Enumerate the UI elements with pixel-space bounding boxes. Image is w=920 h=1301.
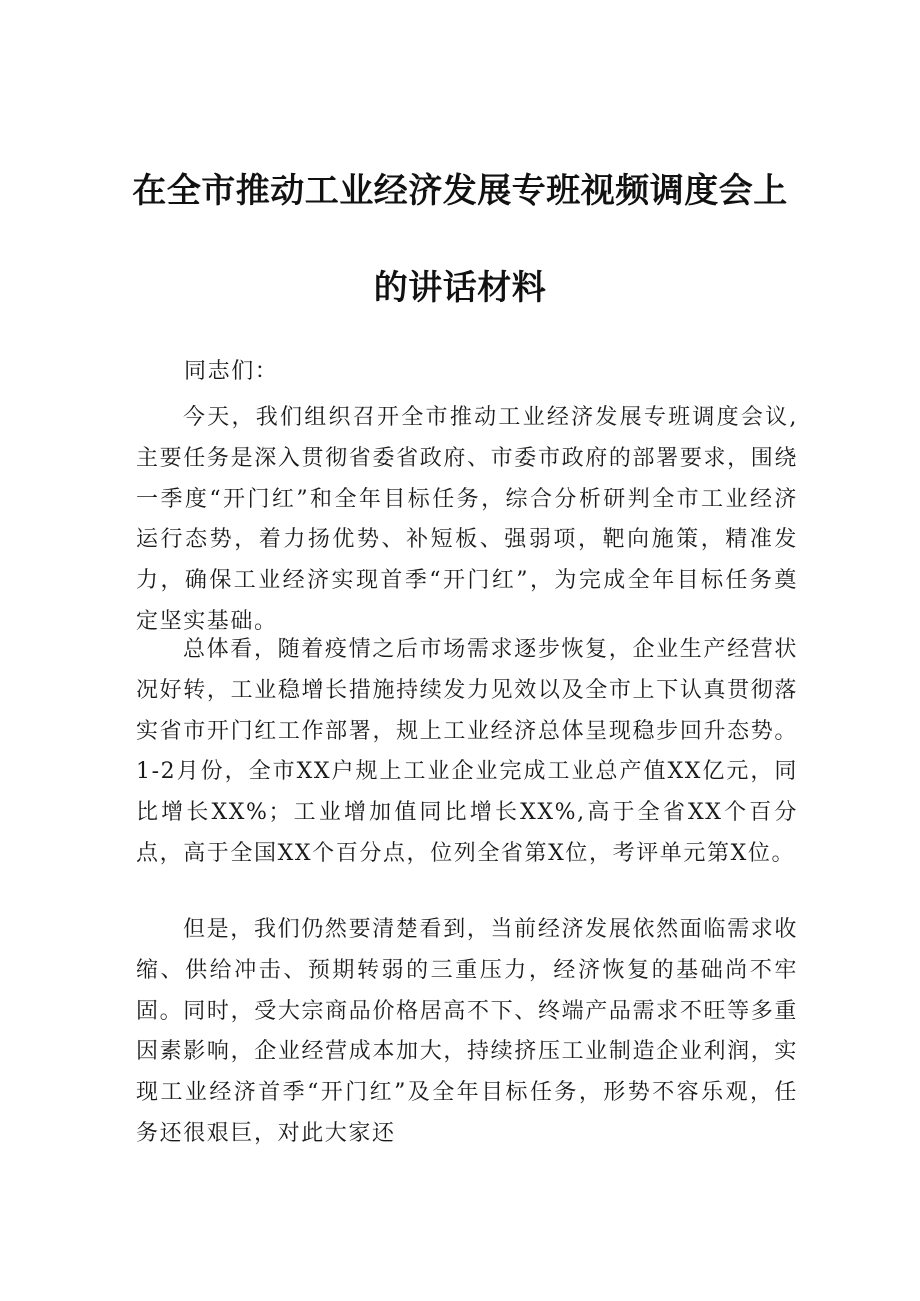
document-title-line-1: 在全市推动工业经济发展专班视频调度会上	[132, 171, 788, 211]
paragraph-opening: 今天，我们组织召开全市推动工业经济发展专班调度会议,主要任务是深入贯彻省委省政府、市委市政府的部署要求，围绕一季度“开门红”和全年目标任务，综合分析研判全市工业经济运行态势，着力扬优势、补短板、强弱项，靶向施策，精准发力，确保工业经济实现首季“开门红”，为完成全年目标任务奠定坚实基础。	[136, 405, 798, 634]
paragraph-overview: 总体看，随着疫情之后市场需求逐步恢复，企业生产经营状况好转，工业稳增长措施持续发力见效以及全市上下认真贯彻落实省市开门红工作部署，规上工业经济总体呈现稳步回升态势。1-2月份，全市XX户规上工业企业完成工业总产值XX亿元，同比增长XX%；工业增加值同比增长XX%,高于全省XX个百分点，高于全国XX个百分点，位列全省第X位，考评单元第X位。	[136, 637, 798, 866]
salutation: 同志们：	[184, 359, 279, 384]
paragraph-challenges: 但是，我们仍然要清楚看到，当前经济发展依然面临需求收缩、供给冲击、预期转弱的三重压力，经济恢复的基础尚不牢固。同时，受大宗商品价格居高不下、终端产品需求不旺等多重因素影响，企业经营成本加大，持续挤压工业制造企业利润，实现工业经济首季“开门红”及全年目标任务，形势不容乐观，任务还很艰巨，对此大家还	[136, 917, 798, 1146]
document-title-line-2: 的讲话材料	[373, 268, 547, 308]
